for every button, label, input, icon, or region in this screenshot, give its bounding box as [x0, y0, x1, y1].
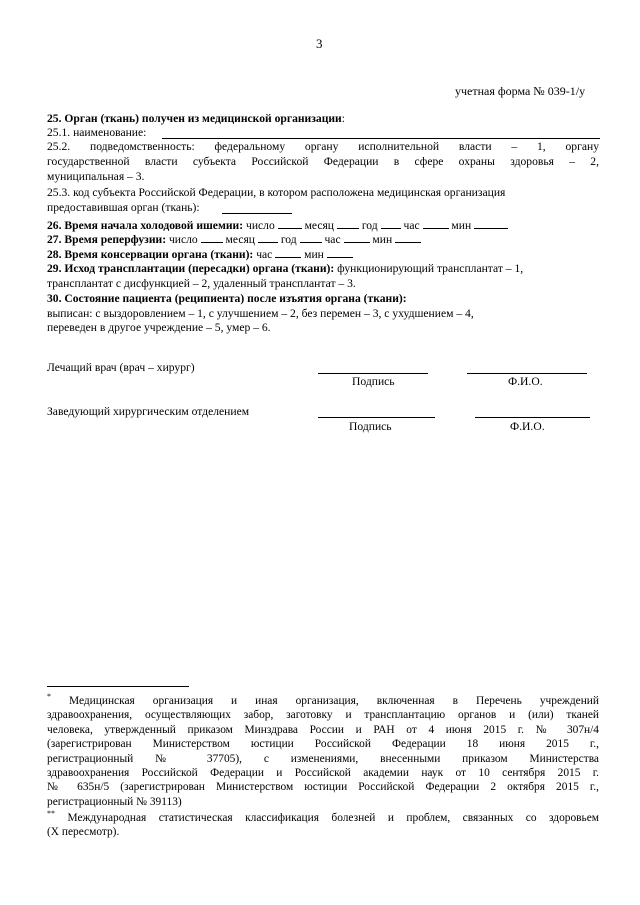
head-signature-caption: Подпись [349, 420, 392, 433]
field-25-3-line1: 25.3. код субъекта Российской Федерации, в котором расположена медицинская организация [47, 186, 506, 199]
section-25-heading: 25. Орган (ткань) получен из медицинской организации [47, 112, 342, 125]
section-28 [47, 247, 353, 262]
s27-year-blank[interactable] [300, 232, 322, 243]
s26-month-blank[interactable] [337, 218, 359, 229]
footnote-1-line: человека, утвержденный приказом Минздрава России и РАН от 4 июня 2015 г. № 307н/4 [47, 723, 599, 736]
section-25-title [47, 112, 345, 126]
doctor-signature-caption: Подпись [352, 375, 395, 388]
section-27-title: 27. Время реперфузии: [47, 233, 167, 246]
footnote-1-line [47, 694, 599, 708]
doctor-signature-line[interactable] [318, 373, 428, 374]
section-29-title: 29. Исход трансплантации (пересадки) органа (ткани): [47, 262, 335, 275]
s27-day-label: число [168, 233, 198, 246]
s26-hour-blank[interactable] [423, 218, 449, 229]
section-27 [47, 232, 421, 247]
s27-year-label: год [280, 233, 297, 246]
s27-hour-blank[interactable] [344, 232, 370, 243]
s28-min-blank[interactable] [327, 247, 353, 258]
section-29-text1: функционирующий трансплантат – 1, [337, 262, 524, 275]
footnote-1-line: № 635н/5 (зарегистрирован Министерством юстиции Российской Федерации 2 октября 2015 г., [47, 781, 599, 794]
footnote-1-line: здравоохранения Российской Федерации и Российской академии наук от 10 сентября 2015 г. [47, 766, 599, 779]
s26-min-blank[interactable] [474, 218, 508, 229]
field-25-1-line[interactable] [162, 138, 600, 139]
doctor-fio-line[interactable] [467, 373, 587, 374]
section-26-title: 26. Время начала холодовой ишемии: [47, 219, 244, 232]
s26-min-label: мин [451, 219, 472, 232]
s27-min-blank[interactable] [395, 232, 421, 243]
head-fio-line[interactable] [475, 417, 590, 418]
section-26 [47, 218, 508, 233]
page-number: 3 [316, 36, 323, 51]
s27-hour-label: час [324, 233, 341, 246]
section-29-text2: трансплантат с дисфункцией – 2, удаленный трансплантат – 3. [47, 277, 356, 290]
section-30-title: 30. Состояние пациента (реципиента) после изъятия органа (ткани): [47, 292, 407, 305]
s26-hour-label: час [403, 219, 420, 232]
field-25-3-blank[interactable] [222, 213, 292, 214]
footnote-1-marker: * [47, 692, 51, 702]
footnote-2-line [47, 811, 599, 825]
field-25-2-line1: 25.2. подведомственность: федеральному органу исполнительной власти – 1, органу [47, 140, 599, 153]
footnote-2-marker: ** [47, 809, 55, 819]
field-25-2-line2: государственной власти субъекта Российской Федерации в сфере охраны здоровья – 2, [47, 155, 599, 168]
s26-year-blank[interactable] [381, 218, 401, 229]
footnote-1-line: (зарегистрирован Министерством юстиции Российской Федерации 18 июня 2015 г., [47, 738, 599, 751]
s27-month-blank[interactable] [258, 232, 278, 243]
s28-hour-label: час [256, 248, 273, 261]
doctor-fio-caption: Ф.И.О. [508, 375, 543, 388]
section-28-title: 28. Время консервации органа (ткани): [47, 248, 254, 261]
s26-year-label: год [361, 219, 378, 232]
footnote-2-line: (X пересмотр). [47, 826, 120, 839]
footnote-1-line: регистрационный № 39113) [47, 795, 182, 808]
s27-day-blank[interactable] [201, 232, 223, 243]
field-25-2-line3: муниципальная – 3. [47, 170, 145, 183]
section-25-colon: : [341, 112, 345, 125]
head-signature-line[interactable] [318, 417, 435, 418]
footnote-1 [47, 694, 599, 809]
s26-day-blank[interactable] [278, 218, 302, 229]
field-25-1 [47, 126, 146, 140]
field-25-3-line2: предоставившая орган (ткань): [47, 201, 200, 214]
s27-min-label: мин [372, 233, 393, 246]
section-30-text1: выписан: с выздоровлением – 1, с улучшением – 2, без перемен – 3, с ухудшением – 4, [47, 307, 474, 320]
s28-min-label: мин [304, 248, 324, 261]
footnote-1-line: регистрационный № 37705), с изменениями, внесенными приказом Министерства [47, 752, 599, 765]
head-fio-caption: Ф.И.О. [510, 420, 545, 433]
section-29 [47, 262, 523, 276]
section-30-text2: переведен в другое учреждение – 5, умер – 6. [47, 321, 271, 334]
s26-day-label: число [245, 219, 275, 232]
footnote-separator [47, 686, 189, 687]
s28-hour-blank[interactable] [275, 247, 301, 258]
head-label: Заведующий хирургическим отделением [47, 405, 250, 418]
doctor-label: Лечащий врач (врач – хирург) [47, 361, 195, 374]
field-25-1-label: 25.1. наименование: [47, 126, 147, 139]
footnote-2 [47, 811, 599, 840]
footnote-1-line: здравоохранения, осуществляющих забор, заготовку и трансплантацию органов и (или) тканей [47, 709, 599, 722]
footnote-1-text: Медицинская организация и иная организация, включенная в Перечень учреждений [69, 695, 600, 707]
form-label: учетная форма № 039-1/у [455, 84, 586, 98]
s26-month-label: месяц [304, 219, 335, 232]
s27-month-label: месяц [225, 233, 256, 246]
footnote-2-text: Международная статистическая классификация болезней и проблем, связанных со здоровьем [67, 812, 599, 824]
